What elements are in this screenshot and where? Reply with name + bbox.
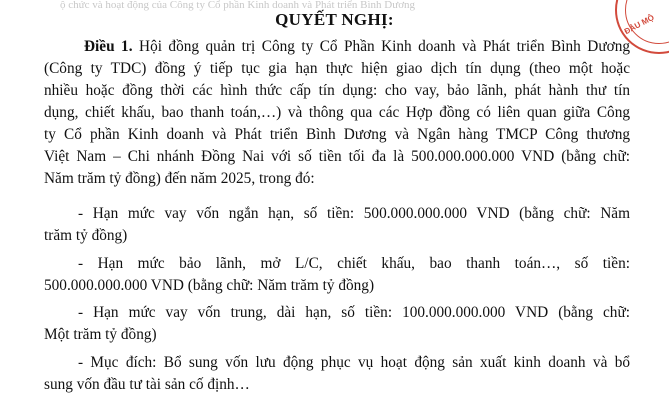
- list-item-3-line-1: - Hạn mức vay vốn trung, dài hạn, số tiền: 100.000.000.000 VND (bằng chữ:: [78, 304, 630, 321]
- stamp-text: ĐẦU MỘ: [622, 12, 656, 37]
- article-label: Điều 1.: [84, 38, 133, 55]
- bleed-through-text: ộ chức và hoạt động của Công ty Cổ phần Kinh doanh và Phát triển Bình Dương: [60, 0, 416, 11]
- article-line-3: nhiều hoặc đồng thời các hình thức cấp tín dụng: cho vay, bảo lãnh, phát hành thư tín: [44, 82, 630, 99]
- list-item-3-line-2: Một trăm tỷ đồng): [44, 326, 157, 343]
- list-item-1-line-2: trăm tỷ đồng): [44, 227, 128, 244]
- list-item-4-line-2: sung vốn đầu tư tài sản cố định…: [44, 376, 250, 393]
- article-line-5: ty Cổ phần Kinh doanh và Phát triển Bình Dương và Ngân hàng TMCP Công thương: [44, 126, 630, 143]
- article-line-2: (Công ty TDC) đồng ý tiếp tục gia hạn thực hiện giao dịch tín dụng (theo một hoặc: [44, 60, 630, 77]
- list-item-2-line-1: - Hạn mức bảo lãnh, mở L/C, chiết khấu, bao thanh toán…, số tiền:: [78, 255, 630, 272]
- list-item-2-line-2: 500.000.000.000 VND (bằng chữ: Năm trăm tỷ đồng): [44, 277, 375, 294]
- article-text-1: Hội đồng quản trị Công ty Cổ Phần Kinh doanh và Phát triển Bình Dương: [139, 38, 630, 55]
- list-item-4-line-1: - Mục đích: Bổ sung vốn lưu động phục vụ hoạt động sản xuất kinh doanh và bổ: [78, 354, 630, 371]
- decision-heading: QUYẾT NGHỊ:: [275, 10, 394, 29]
- article-line-6: Việt Nam – Chi nhánh Đồng Nai với số tiền tối đa là 500.000.000.000 VND (bằng chữ:: [44, 148, 630, 165]
- list-item-1-line-1: - Hạn mức vay vốn ngắn hạn, số tiền: 500.000.000.000 VND (bằng chữ: Năm: [78, 205, 630, 222]
- article-line-7: Năm trăm tỷ đồng) đến năm 2025, trong đó:: [44, 170, 315, 187]
- article-line-1: [44, 36, 630, 58]
- article-line-4: dụng, chiết khấu, bao thanh toán,…) và thông qua các Hợp đồng có liên quan giữa Công: [44, 104, 630, 121]
